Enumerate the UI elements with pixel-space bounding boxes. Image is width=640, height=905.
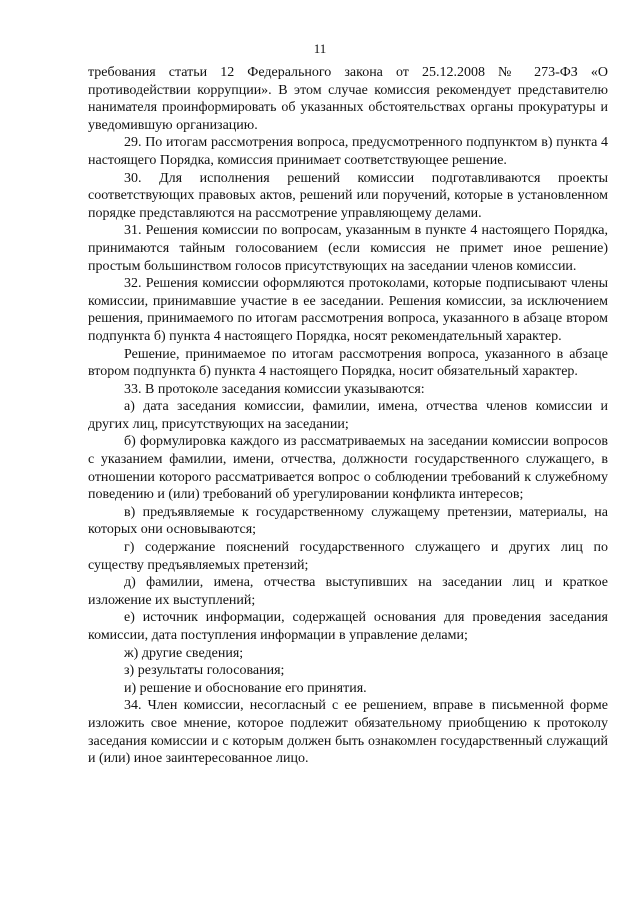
paragraph-34: 34. Член комиссии, несогласный с ее решением, вправе в письменной форме изложить свое мнение, которое подлежит обязательному приобщению к протоколу заседания комиссии и с которым должен быть ознакомлен государственный служащий и (или) иное заинтересованное лицо. — [88, 698, 608, 767]
document-body — [88, 64, 608, 768]
paragraph-30: 30. Для исполнения решений комиссии подготавливаются проекты соответствующих правовых актов, решений или поручений, которые в установленном порядке представляются на рассмотрение управляющему делами. — [88, 170, 608, 221]
paragraph-33: 33. В протоколе заседания комиссии указываются: — [124, 381, 425, 397]
list-item-a: а) дата заседания комиссии, фамилии, имена, отчества членов комиссии и других лиц, присутствующих на заседании; — [88, 399, 608, 432]
list-item-v: в) предъявляемые к государственному служащему претензии, материалы, на которых они основываются; — [88, 504, 608, 538]
paragraph-29: 29. По итогам рассмотрения вопроса, предусмотренного подпунктом в) пункта 4 настоящего Порядка, комиссия принимает соответствующее решение. — [88, 135, 608, 168]
paragraph-32-decision: Решение, принимаемое по итогам рассмотрения вопроса, указанного в абзаце втором подпункта б) пункта 4 настоящего Порядка, носит обязательный характер. — [88, 346, 608, 380]
list-item-g: г) содержание пояснений государственного служащего и других лиц по существу предъявляемых претензий; — [88, 540, 608, 573]
paragraph-31: 31. Решения комиссии по вопросам, указанным в пункте 4 настоящего Порядка, принимаются тайным голосованием (если комиссия не примет иное решение) простым большинством голосов присутствующих на заседании членов комиссии. — [88, 223, 608, 274]
list-item-z: з) результаты голосования; — [124, 663, 285, 679]
paragraph-32: 32. Решения комиссии оформляются протоколами, которые подписывают члены комиссии, принимавшие участие в ее заседании. Решения комиссии, за исключением решения, принимаемого по итогам рассмотрения вопроса, указанного в абзаце втором подпункта б) пункта 4 настоящего Порядка, носят рекомендательный характер. — [88, 276, 608, 344]
page-number: 11 — [313, 41, 327, 56]
list-item-e: е) источник информации, содержащей основания для проведения заседания комиссии, дата поступления информации в управление делами; — [88, 610, 608, 643]
list-item-d: д) фамилии, имена, отчества выступивших на заседании лиц и краткое изложение их выступлений; — [88, 575, 608, 608]
list-item-zh: ж) другие сведения; — [124, 645, 244, 661]
list-item-b: б) формулировка каждого из рассматриваемых на заседании комиссии вопросов с указанием фамилии, имени, отчества, должности государственного служащего, в отношении которого рассматривается вопрос о соблюдении требований к служебному поведению и (или) требований об урегулировании конфликта интересов; — [88, 434, 608, 503]
list-item-i: и) решение и обоснование его принятия. — [124, 680, 367, 696]
paragraph-continuation: требования статьи 12 Федерального закона от 25.12.2008 № 273-ФЗ «О противодействии коррупции». В этом случае комиссия рекомендует представителю нанимателя проинформировать об указанных обстоятельствах органы прокуратуры и уведомившую организацию. — [88, 65, 608, 133]
